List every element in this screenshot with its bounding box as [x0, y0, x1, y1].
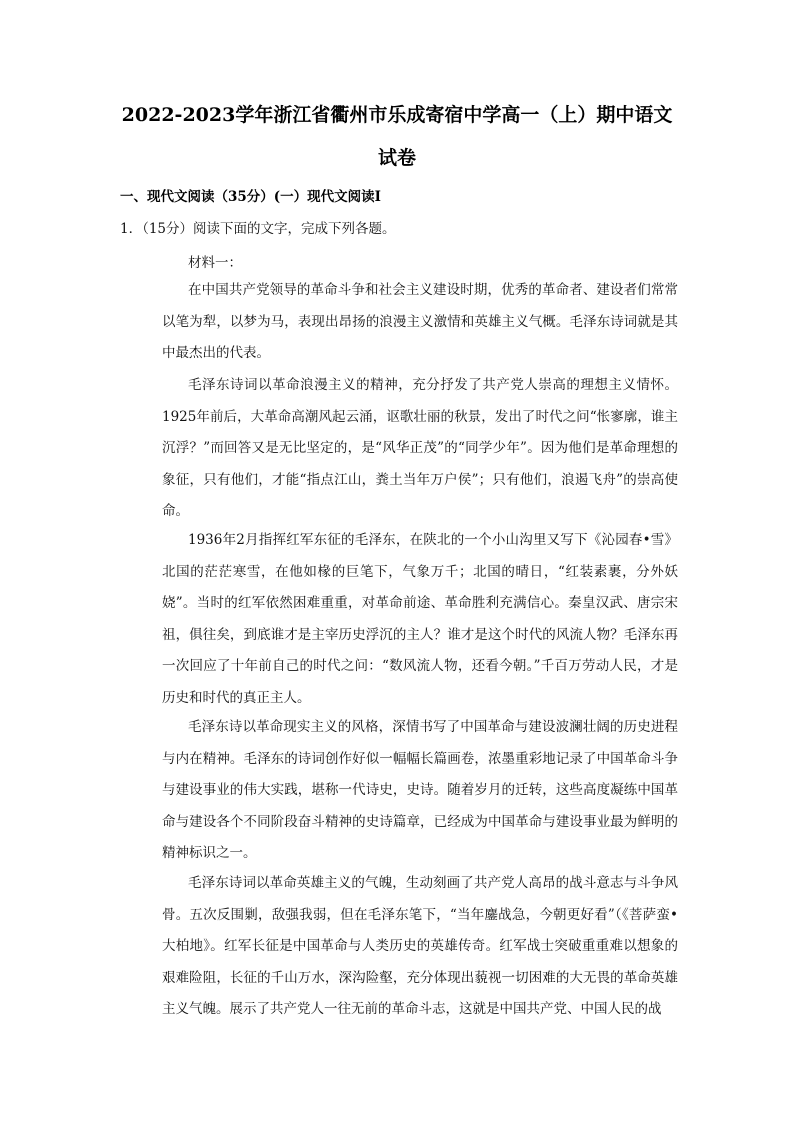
question-intro: 1．（15分）阅读下面的文字，完成下列各题。 [120, 221, 396, 237]
document-title-line-1: 2022-2023学年浙江省衢州市乐成寄宿中学高一（上）期中语文 [121, 104, 673, 126]
paragraph-4: 毛泽东诗以革命现实主义的风格，深情书写了中国革命与建设波澜壮阔的历史进程与内在精神。毛泽东的诗词创作好似一幅幅长篇画卷，浓墨重彩地记录了中国革命斗争与建设事业的伟大实践，堪称一代诗史，史诗。随着岁月的迁转，这些高度凝练中国革命与建设各个不同阶段奋斗精神的史诗篇章，已经成为中国革命与建设事业最为鲜明的精神标识之一。 [162, 719, 678, 861]
section-heading: 一、现代文阅读（35分）(一）现代文阅读Ⅰ [120, 189, 381, 205]
document-title-line-2: 试卷 [377, 147, 416, 169]
paragraph-3: 1936年2月指挥红军东征的毛泽东，在陕北的一个小山沟里又写下《沁园春•雪》北国的茫茫寒雪，在他如椽的巨笔下，气象万千；北国的晴日，“红装素裹，分外妖娆”。当时的红军依然困难重重，对革命前途、革命胜利充满信心。秦皇汉武、唐宗宋祖，俱往矣，到底谁才是主宰历史浮沉的主人？谁才是这个时代的风流人物？毛泽东再一次回应了十年前自己的时代之问：“数风流人物，还看今朝。”千百万劳动人民，才是历史和时代的真正主人。 [162, 532, 678, 706]
paragraph-5: 毛泽东诗词以革命英雄主义的气魄，生动刻画了共产党人高昂的战斗意志与斗争风骨。五次反围剿，敌强我弱，但在毛泽东笔下，“当年鏖战急，今朝更好看”（《菩萨蛮•大柏地》。红军长征是中国革命与人类历史的英雄传奇。红军战士突破重重难以想象的艰难险阻，长征的千山万水，深沟险壑，充分体现出藐视一切困难的大无畏的革命英雄主义气魄。展示了共产党人一往无前的革命斗志，这就是中国共产党、中国人民的战 [162, 875, 678, 1017]
paragraph-2: 毛泽东诗词以革命浪漫主义的精神，充分抒发了共产党人崇高的理想主义情怀。1925年前后，大革命高潮风起云涌，讴歌壮丽的秋景，发出了时代之问“怅寥廓，谁主沉浮？”而回答又是无比坚定的，是“风华正茂”的“同学少年”。因为他们是革命理想的象征，只有他们，才能“指点江山，粪土当年万户侯”；只有他们，浪遏飞舟”的崇高使命。 [162, 377, 678, 519]
paragraph-1: 在中国共产党领导的革命斗争和社会主义建设时期，优秀的革命者、建设者们常常以笔为犁，以梦为马，表现出昂扬的浪漫主义激情和英雄主义气概。毛泽东诗词就是其中最杰出的代表。 [162, 282, 678, 361]
material-label: 材料一： [188, 255, 242, 271]
